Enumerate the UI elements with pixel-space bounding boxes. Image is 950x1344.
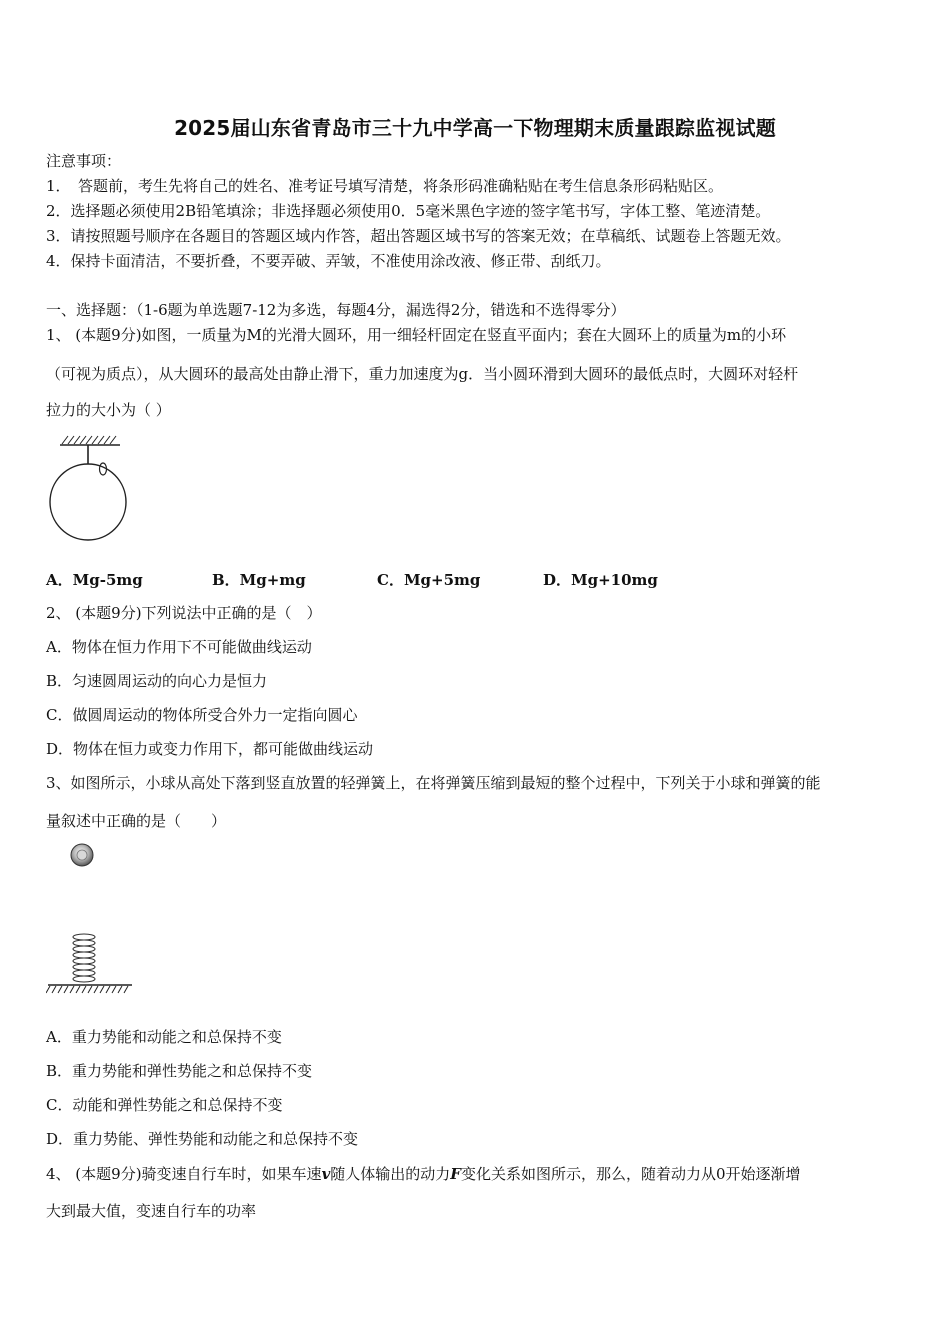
notice-item-2: 2．选择题必须使用2B铅笔填涂；非选择题必须使用0．5毫米黑色字迹的签字笔书写，字体工整、笔迹清楚。 bbox=[46, 202, 771, 220]
q3-option-c: C．动能和弹性势能之和总保持不变 bbox=[46, 1096, 283, 1114]
q1-stem-line3: 拉力的大小为（ ） bbox=[46, 401, 171, 419]
notice-item-1: 1． 答题前，考生先将自己的姓名、准考证号填写清楚，将条形码准确粘贴在考生信息条形码粘贴区。 bbox=[46, 177, 724, 195]
notice-heading: 注意事项： bbox=[46, 152, 122, 170]
q3-option-b: B．重力势能和弹性势能之和总保持不变 bbox=[46, 1062, 313, 1080]
q1-option-d: D．Mg+10mg bbox=[543, 571, 658, 589]
q2-option-c: C．做圆周运动的物体所受合外力一定指向圆心 bbox=[46, 706, 358, 724]
q2-stem: 2、 (本题9分)下列说法中正确的是（ ） bbox=[46, 604, 322, 622]
q3-stem-line1: 3、如图所示，小球从高处下落到竖直放置的轻弹簧上，在将弹簧压缩到最短的整个过程中，下列关于小球和弹簧的能 bbox=[46, 774, 821, 792]
q1-option-b: B．Mg+mg bbox=[212, 571, 306, 589]
notice-item-3: 3．请按照题号顺序在各题目的答题区域内作答，超出答题区域书写的答案无效；在草稿纸、试题卷上答题无效。 bbox=[46, 227, 791, 245]
q2-option-b: B．匀速圆周运动的向心力是恒力 bbox=[46, 672, 268, 690]
q3-stem-line2: 量叙述中正确的是（ ） bbox=[46, 812, 227, 830]
q1-option-c: C．Mg+5mg bbox=[377, 571, 481, 589]
q4-var-f: F bbox=[450, 1165, 461, 1183]
q2-option-d: D．物体在恒力或变力作用下，都可能做曲线运动 bbox=[46, 740, 374, 758]
section-heading: 一、选择题：（1-6题为单选题7-12为多选，每题4分，漏选得2分，错选和不选得零分） bbox=[46, 301, 626, 319]
q4-stem-part-a: 4、 (本题9分)骑变速自行车时，如果车速 bbox=[46, 1165, 322, 1183]
q4-var-v: v bbox=[321, 1165, 331, 1183]
q1-stem-line1: 1、 (本题9分)如图，一质量为M的光滑大圆环，用一细轻杆固定在竖直平面内；套在大圆环上的质量为m的小环 bbox=[46, 326, 787, 344]
q4-stem-part-b: 随人体输出的动力 bbox=[330, 1165, 451, 1183]
notice-item-4: 4．保持卡面清洁，不要折叠，不要弄破、弄皱，不准使用涂改液、修正带、刮纸刀。 bbox=[46, 252, 611, 270]
q4-stem-part-c: 变化关系如图所示，那么，随着动力从0开始逐渐增 bbox=[460, 1165, 801, 1183]
q4-stem-line1 bbox=[46, 1164, 801, 1184]
q2-option-a: A．物体在恒力作用下不可能做曲线运动 bbox=[46, 638, 312, 656]
page-title: 2025届山东省青岛市三十九中学高一下物理期末质量跟踪监视试题 bbox=[174, 116, 776, 140]
q3-option-a: A．重力势能和动能之和总保持不变 bbox=[46, 1028, 282, 1046]
q1-stem-line2: （可视为质点），从大圆环的最高处由静止滑下，重力加速度为g．当小圆环滑到大圆环的最低点时，大圆环对轻杆 bbox=[46, 365, 799, 383]
q3-ball-spring-diagram bbox=[46, 840, 138, 996]
q3-option-d: D．重力势能、弹性势能和动能之和总保持不变 bbox=[46, 1130, 359, 1148]
q4-stem-line2: 大到最大值，变速自行车的功率 bbox=[46, 1202, 257, 1220]
q1-option-a: A．Mg-5mg bbox=[46, 571, 143, 589]
q1-ring-diagram bbox=[44, 432, 134, 544]
